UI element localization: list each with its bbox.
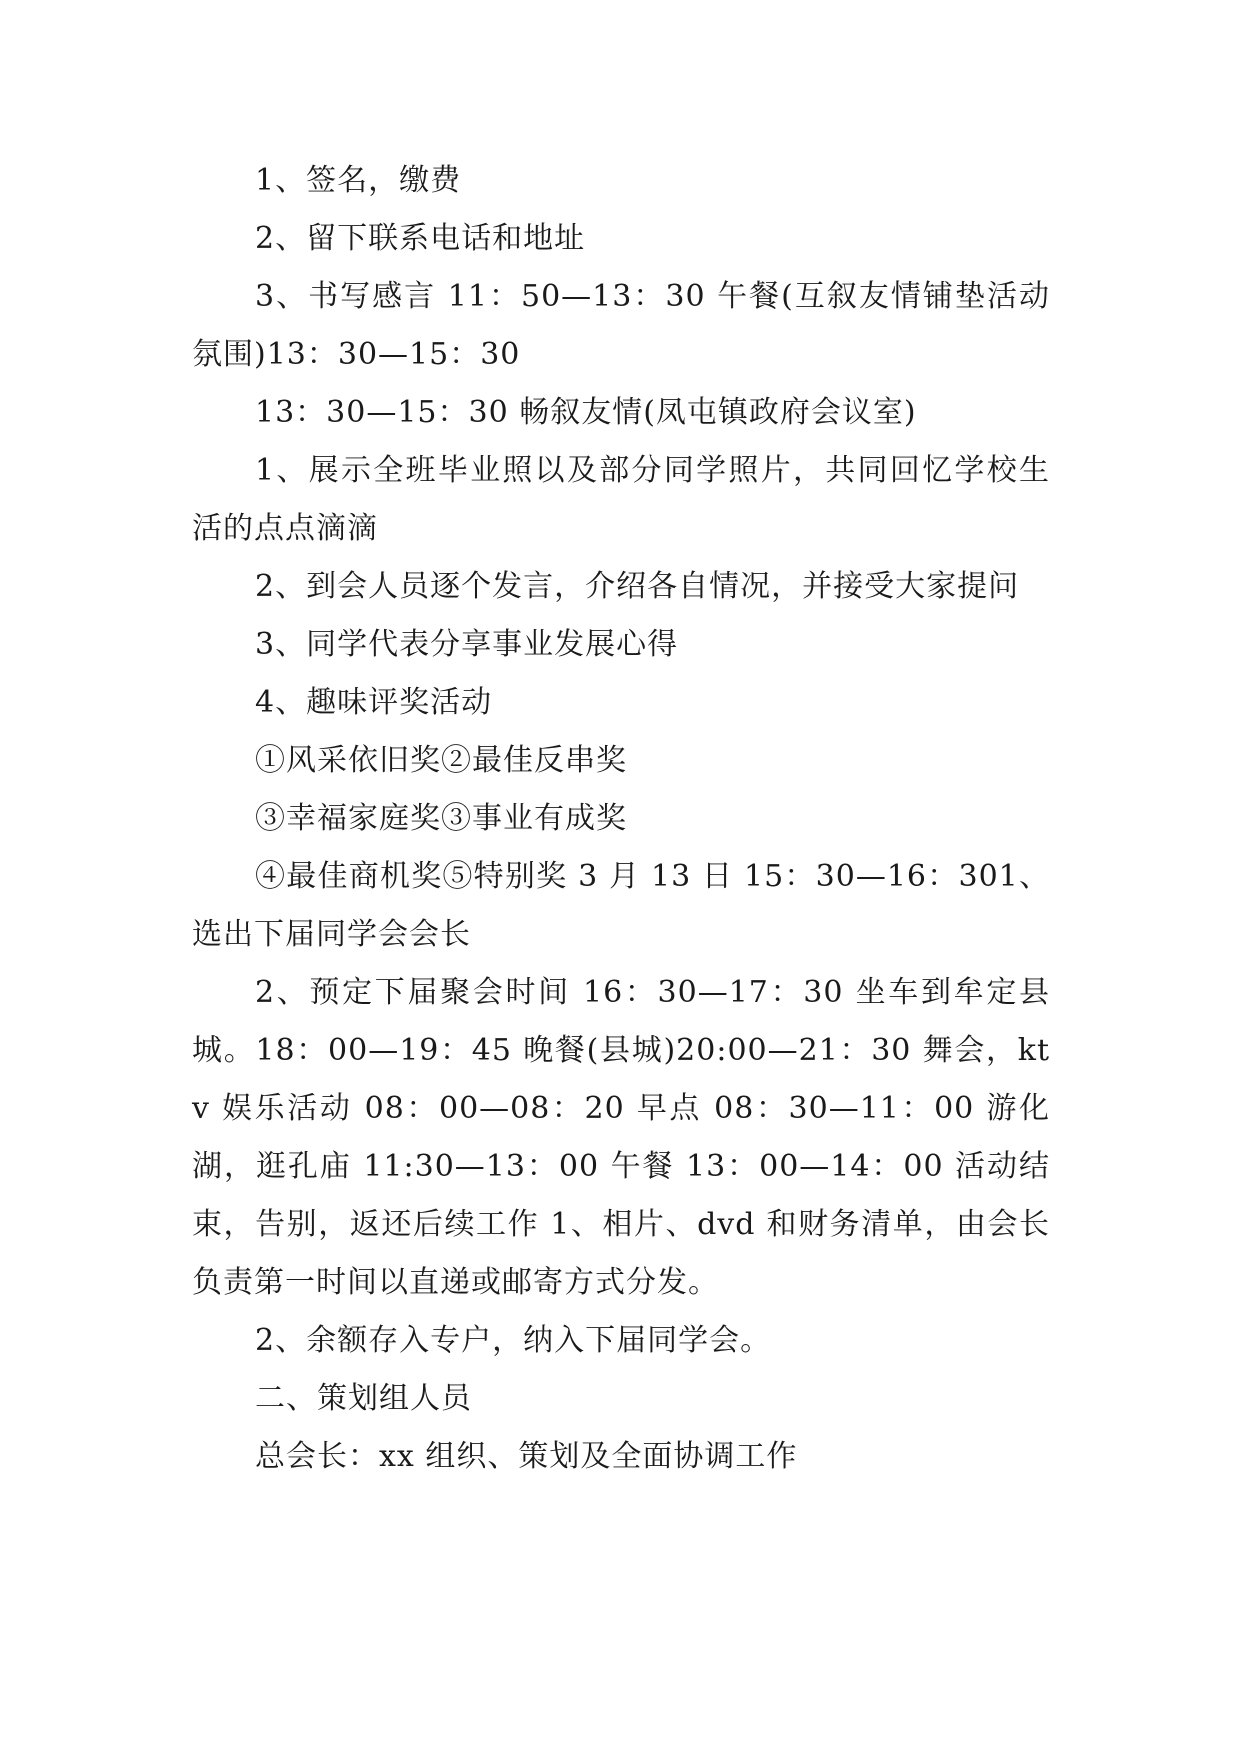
paragraph-signin: 1、签名，缴费 [255, 163, 462, 198]
section-heading-planning-team: 二、策划组人员 [255, 1381, 472, 1416]
paragraph-share: 3、同学代表分享事业发展心得 [255, 627, 679, 662]
paragraph-contact: 2、留下联系电话和地址 [255, 221, 586, 256]
paragraph-balance: 2、余额存入专户，纳入下届同学会。 [255, 1323, 772, 1358]
paragraph-award-list-1: ①风采依旧奖②最佳反串奖 [255, 743, 627, 778]
paragraph-write-remarks: 3、书写感言 11：50—13：30 午餐(互叙友情铺垫活动氛围)13：30—15：30 [192, 279, 1050, 372]
paragraph-awards: 4、趣味评奖活动 [255, 685, 493, 720]
paragraph-chat-session: 13：30—15：30 畅叙友情(凤屯镇政府会议室) [255, 395, 917, 430]
paragraph-photos: 1、展示全班毕业照以及部分同学照片，共同回忆学校生活的点点滴滴 [192, 453, 1050, 546]
paragraph-award-list-2: ③幸福家庭奖③事业有成奖 [255, 801, 627, 836]
paragraph-schedule: 2、预定下届聚会时间 16：30—17：30 坐车到牟定县城。18：00—19：45 晚餐(县城)20:00—21：30 舞会，ktv 娱乐活动 08：00—08：20 早点 08：30—11：00 游化湖，逛孔庙 11:30—13：00 午餐 13：00—14：00 活动结束，告别，返还后续工作 1、相片、dvd 和财务清单，由会长负责第一时间以直递或邮寄方式分发。 [192, 975, 1050, 1300]
paragraph-award-list-3: ④最佳商机奖⑤特别奖 3 月 13 日 15：30—16：301、选出下届同学会会长 [192, 859, 1050, 952]
paragraph-speeches: 2、到会人员逐个发言，介绍各自情况，并接受大家提问 [255, 569, 1020, 604]
document-body [192, 152, 1050, 1486]
paragraph-president: 总会长：xx 组织、策划及全面协调工作 [255, 1439, 798, 1474]
